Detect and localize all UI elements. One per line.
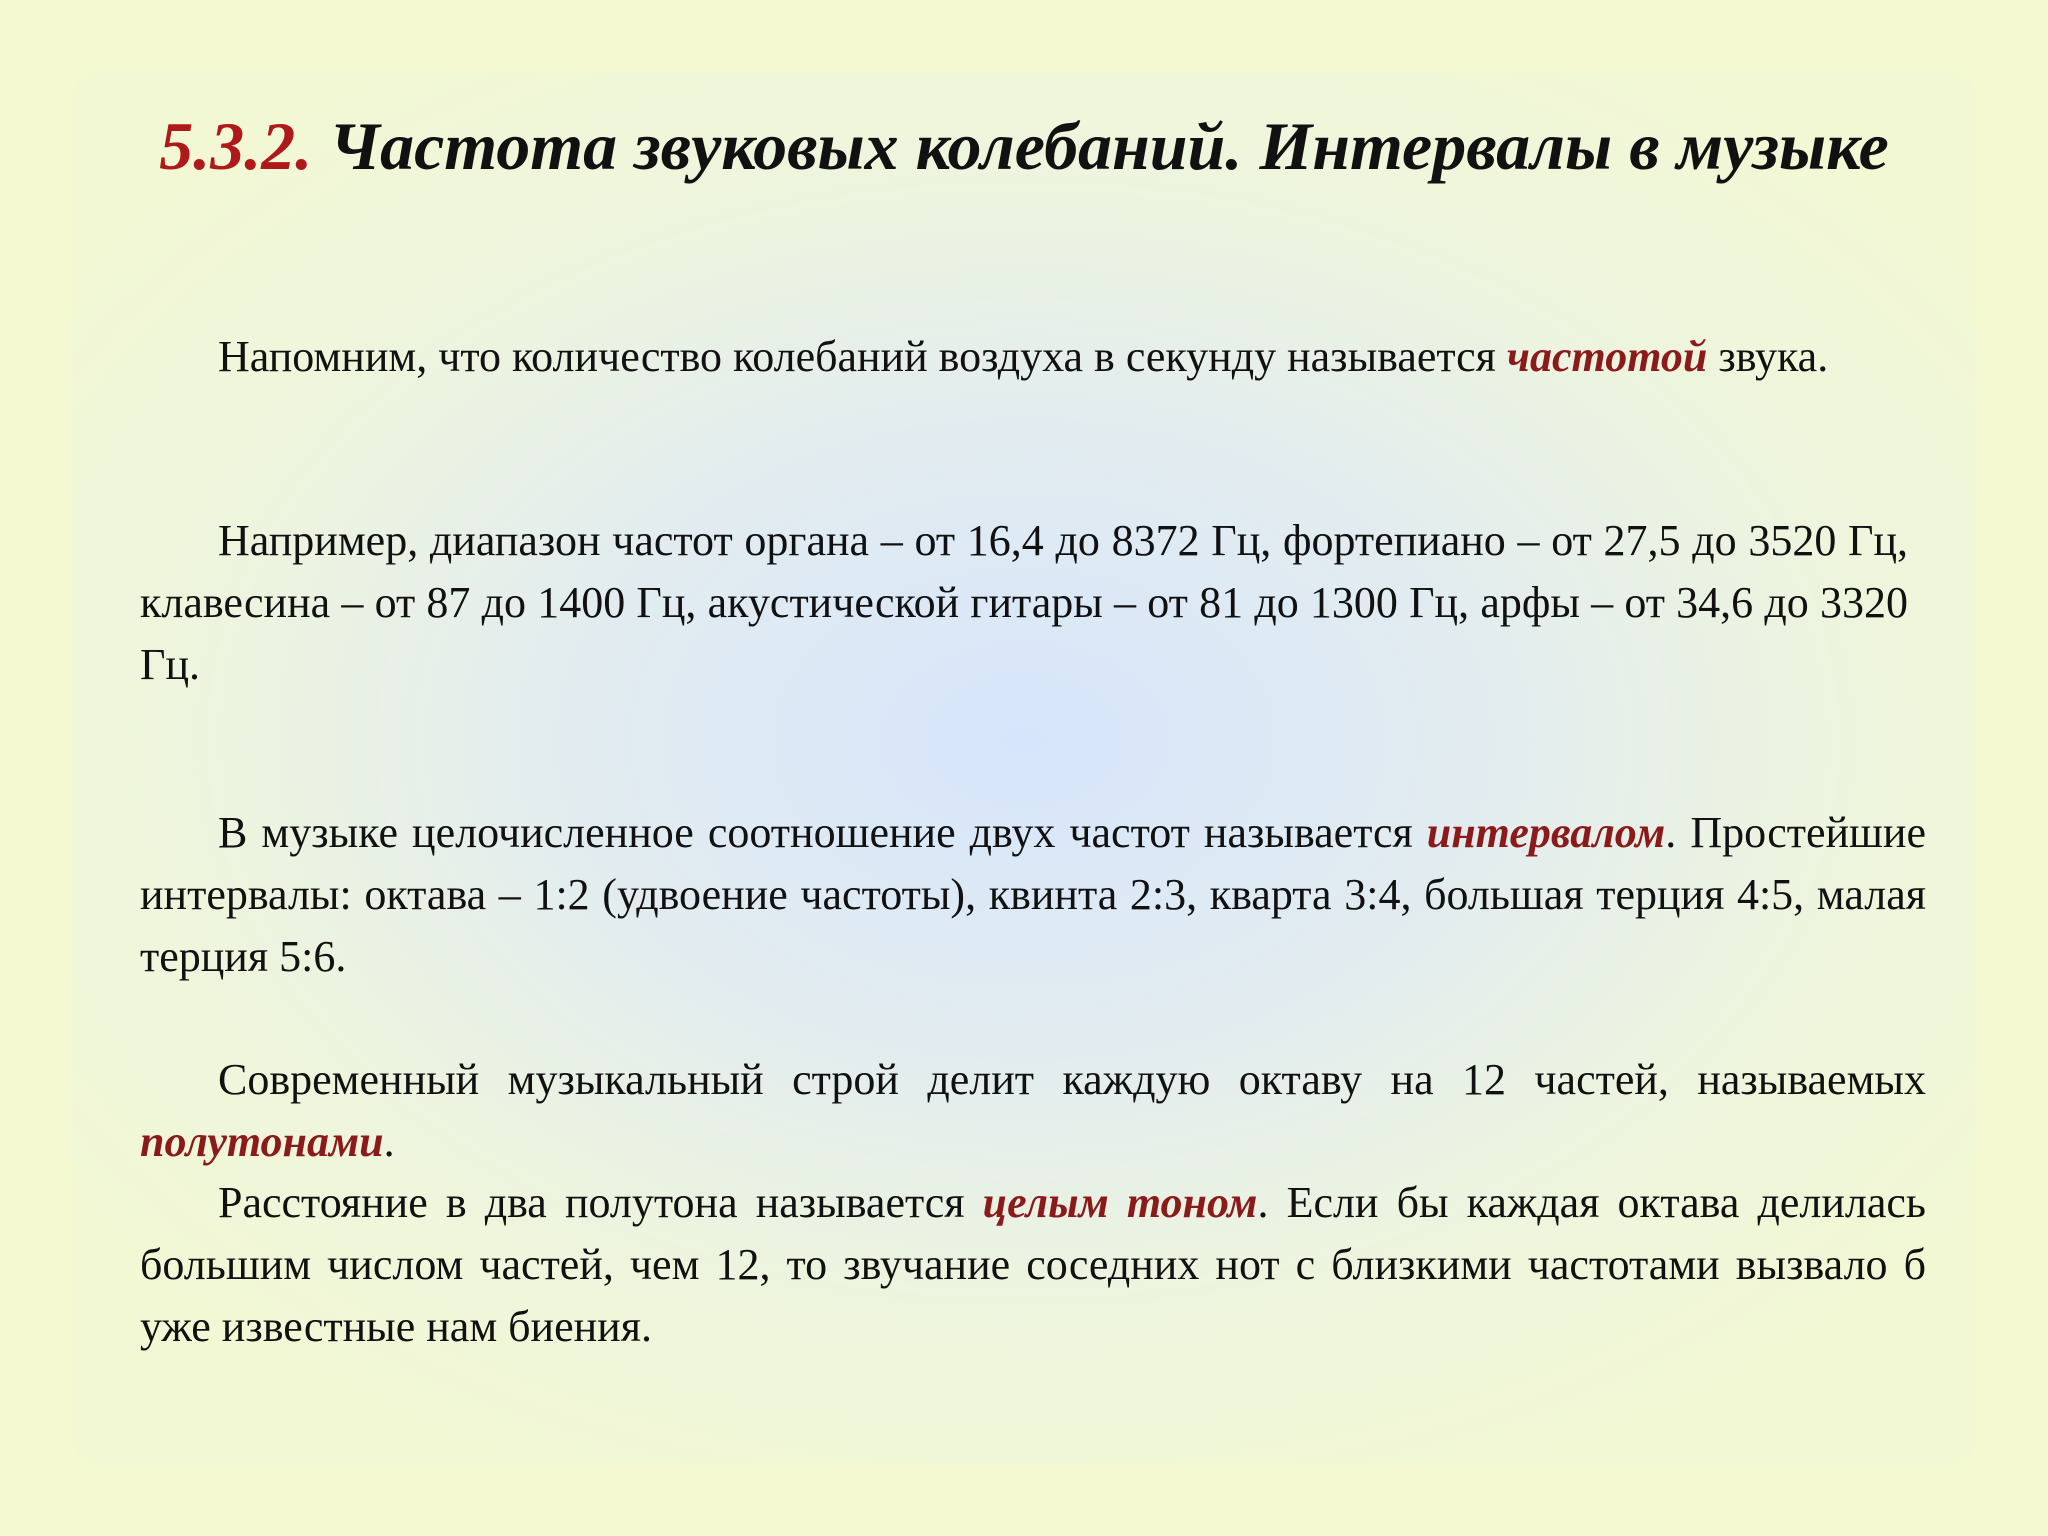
paragraph-text: . <box>383 1117 395 1166</box>
paragraph-intervals <box>140 802 1926 988</box>
term-highlight: целым тоном <box>982 1178 1258 1227</box>
paragraph-text: Например, диапазон частот органа – от 16,4 до 8372 Гц, фортепиано – от 27,5 до 3520 Гц, клавесина – от 87 до 1400 Гц, акустической гитары – от 81 до 1300 Гц, арфы – от 34,6 до 3320 Гц. <box>140 516 1908 689</box>
title-text: Частота звуковых колебаний. Интервалы в музыке <box>329 108 1889 184</box>
paragraph-text: Современный музыкальный строй делит каждую октаву на 12 частей, называемых <box>218 1055 1926 1104</box>
paragraph-text: Напомним, что количество колебаний воздуха в секунду называется <box>218 332 1507 381</box>
paragraph-whole-tone <box>140 1172 1926 1358</box>
paragraph-text: звука. <box>1707 332 1829 381</box>
paragraph-text: В музыке целочисленное соотношение двух частот называется <box>218 808 1427 857</box>
page-title <box>0 106 2048 186</box>
paragraph-text: . Простейшие интервалы: октава – 1:2 (удвоение частоты), квинта 2:3, кварта 3:4, большая терция 4:5, малая терция 5:6. <box>140 808 1926 981</box>
paragraph-semitones <box>140 1049 1926 1173</box>
term-highlight: частотой <box>1506 332 1708 381</box>
term-highlight: полутонами <box>140 1117 384 1166</box>
paragraph-frequency-definition <box>140 326 1908 388</box>
paragraph-text: Расстояние в два полутона называется <box>218 1178 983 1227</box>
section-number: 5.3.2. <box>159 108 313 184</box>
paragraph-instrument-ranges <box>140 510 1908 696</box>
paragraph-text: . Если бы каждая октава делилась большим числом частей, чем 12, то звучание соседних нот с близкими частотами вызвало б уже известные нам биения. <box>140 1178 1926 1351</box>
term-highlight: интервалом <box>1426 808 1666 857</box>
